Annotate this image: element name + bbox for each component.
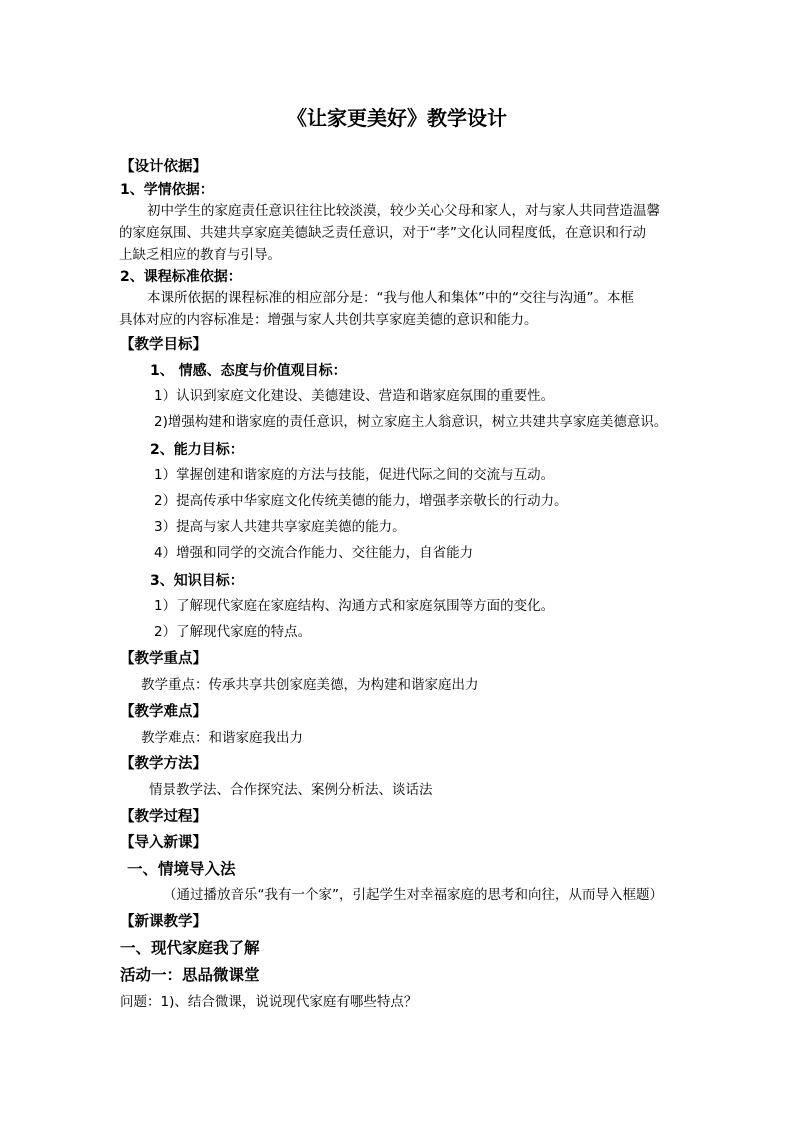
student-basis-line: 初中学生的家庭责任意识往往比较淡漠，较少关心父母和家人，对与家人共同营造温馨 [147, 203, 660, 219]
difficulty-text: 教学难点：和谐家庭我出力 [141, 730, 303, 746]
key-point-text: 教学重点：传承共享共创家庭美德，为构建和谐家庭出力 [141, 677, 479, 693]
knowledge-goals-heading: 3、知识目标： [150, 573, 244, 589]
intro-text: （通过播放音乐“我有一个家”，引起学生对幸福家庭的思考和向往，从而导入框题） [163, 887, 663, 903]
ability-goals-heading: 2、能力目标： [150, 442, 244, 458]
goals-heading: 【教学目标】 [120, 337, 207, 353]
standard-basis-line: 本课所依据的课程标准的相应部分是：“我与他人和集体”中的“交往与沟通”。本框 [147, 290, 634, 306]
intro-subheading: 一、情境导入法 [127, 860, 236, 878]
student-basis-heading: 1、学情依据： [120, 182, 214, 198]
difficulty-heading: 【教学难点】 [120, 704, 207, 720]
student-basis-line: 的家庭氛围、共建共享家庭美德缺乏责任意识，对于“孝”文化认同程度低，在意识和行动 [119, 225, 646, 241]
emotion-goals-heading: 1、 情感、态度与价值观目标： [150, 363, 347, 379]
activity-heading: 活动一：思品微课堂 [120, 966, 260, 984]
student-basis-line: 上缺乏相应的教育与引导。 [119, 247, 281, 263]
emotion-goal-item: 2)增强构建和谐家庭的责任意识，树立家庭主人翁意识，树立共建共享家庭美德意识。 [154, 414, 668, 430]
ability-goal-item: 2）提高传承中华家庭文化传统美德的能力，增强孝亲敬长的行动力。 [154, 493, 568, 509]
standard-basis-line: 具体对应的内容标准是：增强与家人共创共享家庭美德的意识和能力。 [119, 312, 538, 328]
new-lesson-heading: 【新课教学】 [120, 914, 207, 930]
emotion-goal-item: 1）认识到家庭文化建设、美德建设、营造和谐家庭氛围的重要性。 [154, 388, 555, 404]
process-heading: 【教学过程】 [120, 809, 207, 825]
knowledge-goal-item: 2）了解现代家庭的特点。 [154, 624, 312, 640]
design-basis-heading: 【设计依据】 [120, 159, 207, 175]
methods-text: 情景教学法、合作探究法、案例分析法、谈话法 [149, 782, 433, 798]
intro-heading: 【导入新课】 [120, 835, 207, 851]
document-title: 《让家更美好》教学设计 [287, 106, 507, 130]
standard-basis-heading: 2、课程标准依据： [120, 269, 242, 285]
ability-goal-item: 1）掌握创建和谐家庭的方法与技能，促进代际之间的交流与互动。 [154, 467, 555, 483]
knowledge-goal-item: 1）了解现代家庭在家庭结构、沟通方式和家庭氛围等方面的变化。 [154, 598, 555, 614]
ability-goal-item: 4）增强和同学的交流合作能力、交往能力，自省能力 [154, 545, 474, 561]
methods-heading: 【教学方法】 [120, 756, 207, 772]
ability-goal-item: 3）提高与家人共建共享家庭美德的能力。 [154, 519, 406, 535]
section-heading: 一、现代家庭我了解 [120, 939, 260, 957]
key-point-heading: 【教学重点】 [120, 651, 207, 667]
question-text: 问题：1)、结合微课，说说现代家庭有哪些特点？ [120, 994, 418, 1010]
